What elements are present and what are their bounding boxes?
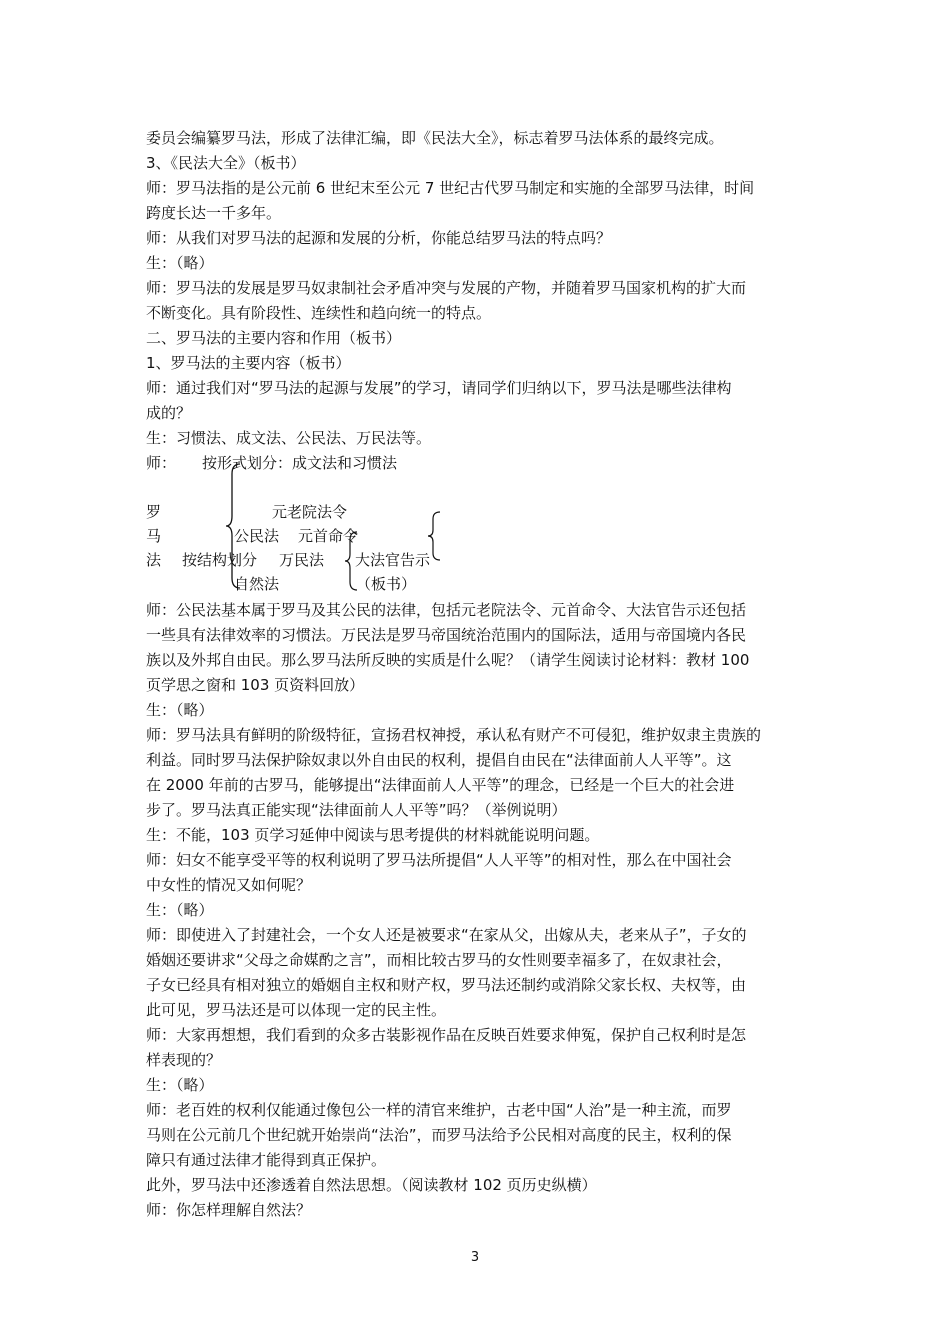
paragraph-line: 师：妇女不能享受平等的权利说明了罗马法所提倡“人人平等”的相对性，那么在中国社会 [146, 851, 732, 869]
paragraph-line: 族以及外邦自由民。那么罗马法所反映的实质是什么呢？（请学生阅读讨论材料：教材 100 [146, 651, 750, 669]
diagram-senate: 元老院法令 [272, 503, 348, 521]
paragraph-line: 马则在公元前几个世纪就开始崇尚“法治”，而罗马法给予公民相对高度的民主，权利的保 [146, 1126, 732, 1144]
diagram-civil-law: 公民法 [234, 527, 280, 545]
paragraph-line: 师：即使进入了封建社会，一个女人还是被要求“在家从父，出嫁从夫，老来从子”，子女的 [146, 926, 747, 944]
page-number: 3 [470, 1250, 480, 1265]
paragraph-line: 步了。罗马法真正能实现“法律面前人人平等”吗？（举例说明） [146, 801, 567, 819]
paragraph-line: 此外，罗马法中还渗透着自然法思想。（阅读教材 102 页历史纵横） [146, 1176, 597, 1194]
diagram-nations-law: 万民法 [279, 551, 325, 569]
paragraph-line: 页学思之窗和 103 页资料回放） [146, 676, 365, 694]
paragraph-line: 3、《民法大全》（板书） [146, 154, 306, 172]
paragraph-line: 师：罗马法具有鲜明的阶级特征，宣扬君权神授，承认私有财产不可侵犯，维护奴隶主贵族的 [146, 726, 762, 744]
subsection-heading: 1、罗马法的主要内容（板书） [146, 354, 351, 372]
paragraph-line: 成的？ [146, 404, 192, 422]
diagram-fa: 法 [146, 551, 162, 569]
paragraph-line: 师：罗马法指的是公元前 6 世纪末至公元 7 世纪古代罗马制定和实施的全部罗马法律，时间 [146, 179, 755, 197]
paragraph-line: 不断变化。具有阶段性、连续性和趋向统一的特点。 [146, 304, 492, 322]
paragraph-line: 生：不能，103 页学习延伸中阅读与思考提供的材料就能说明问题。 [146, 826, 600, 844]
paragraph-line: 此可见，罗马法还是可以体现一定的民主性。 [146, 1001, 447, 1019]
paragraph-line: 师：你怎样理解自然法？ [146, 1201, 312, 1219]
diagram-teacher-label: 师： [146, 454, 177, 472]
paragraph-line: 样表现的？ [146, 1051, 222, 1069]
diagram-by-structure: 按结构划分 [182, 551, 258, 569]
diagram-ma: 马 [146, 527, 162, 545]
diagram-princeps: 元首命令 [298, 527, 359, 545]
paragraph-line: 生：（略） [146, 1076, 214, 1094]
paragraph-line: 利益。同时罗马法保护除奴隶以外自由民的权利，提倡自由民在“法律面前人人平等”。这 [146, 751, 732, 769]
paragraph-line: 子女已经具有相对独立的婚姻自主权和财产权，罗马法还制约或消除父家长权、夫权等，由 [146, 976, 747, 994]
diagram-praetor: 大法官告示 [355, 551, 431, 569]
paragraph-line: 师：大家再想想，我们看到的众多古装影视作品在反映百姓要求伸冤，保护自己权利时是怎 [146, 1026, 747, 1044]
paragraph-line: 一些具有法律效率的习惯法。万民法是罗马帝国统治范围内的国际法，适用与帝国境内各民 [146, 626, 747, 644]
paragraph-line: 师：从我们对罗马法的起源和发展的分析，你能总结罗马法的特点吗？ [146, 229, 612, 247]
paragraph-line: 生：（略） [146, 901, 214, 919]
paragraph-line: 生：习惯法、成文法、公民法、万民法等。 [146, 429, 432, 447]
paragraph-line: 师：老百姓的权利仅能通过像包公一样的清官来维护，古老中国“人治”是一种主流，而罗 [146, 1101, 732, 1119]
right-brace-icon [428, 510, 442, 562]
paragraph-line: 中女性的情况又如何呢？ [146, 876, 312, 894]
paragraph-line: 生：（略） [146, 701, 214, 719]
paragraph-line: 委员会编纂罗马法，形成了法律汇编，即《民法大全》，标志着罗马法体系的最终完成。 [146, 129, 724, 147]
diagram-by-form: 按形式划分：成文法和习惯法 [202, 454, 398, 472]
inner-brace-icon [345, 530, 359, 592]
diagram-natural-law: 自然法 [234, 575, 280, 593]
diagram-board-note: （板书） [356, 575, 417, 593]
section-heading: 二、罗马法的主要内容和作用（板书） [146, 329, 402, 347]
paragraph-line: 跨度长达一千多年。 [146, 204, 282, 222]
diagram-luo: 罗 [146, 503, 162, 521]
paragraph-line: 师：通过我们对“罗马法的起源与发展”的学习，请同学们归纳以下，罗马法是哪些法律构 [146, 379, 732, 397]
paragraph-line: 师：罗马法的发展是罗马奴隶制社会矛盾冲突与发展的产物，并随着罗马国家机构的扩大而 [146, 279, 747, 297]
paragraph-line: 生：（略） [146, 254, 214, 272]
paragraph-line: 师：公民法基本属于罗马及其公民的法律，包括元老院法令、元首命令、大法官告示还包括 [146, 601, 747, 619]
paragraph-line: 障只有通过法律才能得到真正保护。 [146, 1151, 387, 1169]
paragraph-line: 在 2000 年前的古罗马，能够提出“法律面前人人平等”的理念，已经是一个巨大的社会进 [146, 776, 735, 794]
paragraph-line: 婚姻还要讲求“父母之命媒酌之言”，而相比较古罗马的女性则要幸福多了，在奴隶社会， [146, 951, 732, 969]
